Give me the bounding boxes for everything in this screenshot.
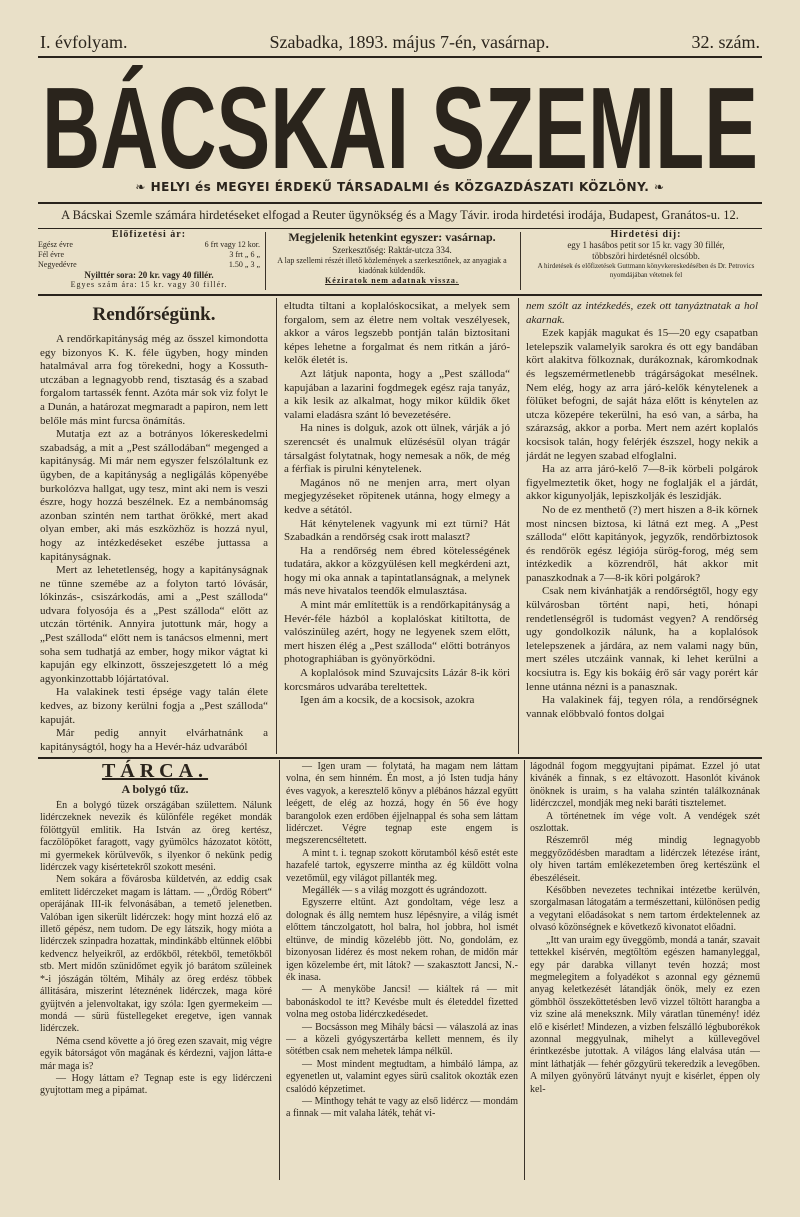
paragraph: Ha a rendőrség nem ébred kötelességének tudatára, akkor a közgyülésen kell megkérdeni azt, hogy mi oka annak a tapintatlanságnak, a melynek más neve hivatalos teendők elmulasztása. xyxy=(284,544,510,598)
subscription-row: Negyedévre 1.50 „ 3 „ xyxy=(38,260,260,269)
infobox-divider xyxy=(265,232,266,290)
paragraph: nem szólt az intézkedés, ezek ott tanyáztnatak a hol akarnak. xyxy=(526,300,758,326)
infobox-rule xyxy=(38,294,762,296)
subscription-row: Fél évre 3 frt „ 6 „ xyxy=(38,250,260,259)
feuilleton-column-3 xyxy=(530,761,760,1196)
article-column-1 xyxy=(40,333,268,755)
article-column-3 xyxy=(526,300,758,755)
paragraph: Hát kénytelenek vagyunk mi ezt türni? Hát Szabadkán a rendőrség csak irott malaszt? xyxy=(284,517,510,544)
correspondence-note: A lap szellemi részét illető közlemények a szerkesztőnek, az anyagiak a kiadónak küldendők. xyxy=(277,256,507,275)
ad-discount: többszöri hirdetésnél olcsóbb. xyxy=(592,251,700,261)
paragraph: A történetnek ím vége volt. A vendégek szét oszlottak. xyxy=(530,810,760,835)
ornament-left-icon: ❧ xyxy=(135,180,146,194)
article-column-2 xyxy=(284,300,510,755)
paragraph: A mint t. i. tegnap szokott körutamból késő estét este hazafelé tartok, egyszerre mintha az ég küldött volna vezetőmül, egy világot pillanték meg. xyxy=(286,847,518,884)
paragraph: „Itt van uraim egy üveggömb, mondá a tanár, szavait tettekkel kisérvén, megtöltöm egészen hamanyleggal, egy pár darabka villanyt tevén hozzá; most megmelegitem a folyadékot s azonnal egy géznemű anyag keletkezését látandják önök, mely ez ezen gömbhöl összeköttetésben levő vizzel töltött harangba a viz szine alá meneksznk. Mily váratlan tünemény! idéz elő e kisérlet! Mindezen, a vizben felszálló légbuborékok azonnal meggyulnak, mihelyt a küllevegővel érintkezésbe jutottak. A világos láng elalvása után — mint láthatják — fehér gőzgyűrü tekeredzik a levegőben. A milyen gyönyörű látványt nyujt e kisérlet, éppen oly kel- xyxy=(530,934,760,1095)
paragraph: A rendőrkapitányság még az ősszel kimondotta egy bizonyos K. K. féle ügyben, hogy minden hatalmával arra fog törekedni, hogy a Kossuth-utczában a legnagyobb rend, tisztaság és a szabad forgalom tartassék fennt. Azóta már sok viz folyt le a Dunán, a határozat megmaradt a papiron, nem lett belőle más mint furcsa önámítás. xyxy=(40,333,268,427)
dateline: Szabadka, 1893. május 7-én, vasárnap. xyxy=(269,31,550,52)
paragraph: No de ez menthető (?) mert hiszen a 8-ik körnek most nincsen biztosa, ki látná ezt meg. A „Pest szálloda“ előtt kapitányok, jegyzők, rendőrbiztosok és rendőrök egész légiója sürög-forog, még sem intézkedik a közrendről, hát akkor mit panaszkodnak a 7—8-ik köri polgárok? xyxy=(526,503,758,584)
paragraph: Nem sokára a fővárosba küldetvén, az eddig csak emlitett lidérczeket magam is láttam. — „Ördög Róbert“ operájának III-ik felvonásában, a temető jelenetben. Valóban igen sikerült lidérczek: hogy mint hozzá elő az illető gépész, nem tudom. De egy látszik, hogy mióta a lidérczek szinpadra hozattak, mindinkább eltünnek előbbi kedvencz helyeikről, az erdőkből, rétekből, temetőkből stb. Mert midőn szünidőmet egyik jó barátom szüleinek *-i jószágán töltém, Mihály az öreg erdész többek állitására, miszerint léteznének lidérczek, maga köré gyüjtvén a jelenvoltakat, igy szóla: Igen gyermekeim — mondá — sürü füstellegeket eregetve, igen vannak lidérczek. xyxy=(40,874,272,1035)
paragraph: Ha valakinek fáj, tegyen róla, a rendőrségnek vannak előbbvaló fontos dolgai xyxy=(526,694,758,720)
issue-number: 32. szám. xyxy=(691,31,760,52)
subtitle-rule xyxy=(38,202,762,204)
infobox-divider xyxy=(520,232,521,290)
adline-rule xyxy=(38,228,762,229)
masthead-title: BÁCSKAI SZEMLE xyxy=(42,63,758,178)
ornament-right-icon: ❧ xyxy=(654,180,665,194)
paragraph: A koplalósok mind Szuvajcsits Lázár 8-ik köri korcsmáros udvarába tereltettek. xyxy=(284,667,510,693)
paragraph: — Hogy láttam e? Tegnap este is egy lidérczeni gyujtottam meg a pipámat. xyxy=(40,1072,272,1097)
paragraph: — Minthogy tehát te vagy az első lidércz — mondám a finnak — mit valaha láték, tehát vi- xyxy=(286,1095,518,1120)
paragraph: — A menyköbe Jancsi! — kiáltek rá — mit babonáskodol te itt? Kevésbe mult és életeddel fizetted volna meg ostoba lidérczkedésedet. xyxy=(286,984,518,1021)
header-line xyxy=(40,30,760,54)
masthead-svg xyxy=(38,60,762,178)
subscription-heading: Előfizetési ár: xyxy=(111,230,187,240)
ad-rates-box xyxy=(530,230,762,292)
paragraph: Már pedig annyit elvárhatnánk a kapitányságtól, hogy ha a Hevér-ház udvarából xyxy=(40,727,268,753)
paragraph: Egyszerre eltűnt. Azt gondoltam, vége lesz a dolognak és állg nemtem husz lépésnyire, a világ ismét előttem tánczolgatott, hol balra, hol jobbra, hol ismét eltünve, de mindig közelébb jött. No, gondolám, ez bizonyosan lidérez és most nekem rohan, de midőn már igen közelembe ért, mit látok? — szakasztott Jancsi, N.-ék inasa. xyxy=(286,897,518,983)
ad-rates-heading: Hirdetési díj: xyxy=(610,230,682,240)
paragraph: Részemről még mindig legnagyobb meggyőződésben maradtam a lidérczek létezése iránt, oly hiven tartám emlékezetemben öreg kertészünk el ébeszéléseit. xyxy=(530,835,760,884)
ad-notice: A Bácskai Szemle számára hirdetéseket elfogad a Reuter ügynökség és a Magy Távir. iroda hirdetési irodája, Budapest, Granátos-u. 12. xyxy=(61,208,739,222)
ad-agents: A hirdetések és előfizetések Guttmann könyvkereskedésében és Dr. Petrovics nyomdájában vétetnek fel xyxy=(537,262,755,279)
paragraph: Igen ám a kocsik, de a kocsisok, azokra xyxy=(300,694,475,707)
manuscripts-note: Kéziratok nem adatnak vissza. xyxy=(325,276,459,285)
paragraph: A mint már említettük is a rendőrkapitányság a Hevér-féle házból a koplalóskat kitiltotta, de valószinüleg azért, hogy ne legyenek szem előtt, mert hiszen élég a „Pest szálloda“ előtti botrányos photographiában is gyönyörködni. xyxy=(284,599,510,666)
paragraph: Azt látjuk naponta, hogy a „Pest szálloda“ kapujában a lazarini fogdmegek egész raja tanyáz, a kik lesik az alkalmat, hogy mikor küldik őket valami eladásra szánt ló bevezetésére. xyxy=(284,367,510,421)
feuilleton-column-2 xyxy=(286,761,518,1196)
paragraph: Ezek kapják magukat és 15—20 egy csapatban letelepszik valamelyik sarokra és ott egy bandában kört alakitva fölkoznak, durákoznak, káromkodnak és legszemérmetlenebb trágárságokat mesélnek. Nem elég, hogy az arra járó-kelők kénytelenek a fölüket befogni, de saját háza előtt is kénytelen az utcza közepére tekerülni, ha esó van, a sárba, ha szárazság, akkor a porba. Mert nem azért koplalós kocsisok talán, hogy felérjék észszel, hogy nekik a járdát ne legyen szabad elfoglalni. xyxy=(526,327,758,462)
paragraph: eltudta tiltani a koplalóskocsikat, a melyek sem forgalom, sem az életre nem voltak veszélyesek, akkor a város legszebb pontján talán biztositani képes lehetne a forgalmat és nem ritkán a járó-kelők életét is. xyxy=(284,300,510,367)
article-title: Rendőrségünk. xyxy=(92,304,216,325)
single-copy-price: Egyes szám ára: 15 kr. vagy 30 fillér. xyxy=(70,280,228,289)
paragraph: Néma csend követte a jó öreg ezen szavait, mig végre egyik bátorságot vőn magának és kérdezni, vajjon látta-e már maga is? xyxy=(40,1035,272,1072)
paragraph: lágodnál fogom meggyujtani pipámat. Ezzel jó utat kivánék a finnak, s ez eltávozott. Hasonlót kivánok önöknek is uraim, s ha valaha szintén találkoznának lidérczczel, mondják meg neki baráti tisztelemet. xyxy=(530,761,760,810)
publication-box xyxy=(272,230,512,292)
paragraph: — Most mindent megtudtam, a himbáló lámpa, az egyenetlen ut, valamint egyes sürü csalitok okozták ezen csalódó képzetimet. xyxy=(286,1058,518,1095)
paragraph: Mutatja ezt az a botrányos lókereskedelmi szabadság, a mit a „Pest szállodában“ megenged a kapitányság. Mi már nem egyszer felszólaltunk ez ügyben, de a kapitányság a negligálás köpenyébe burkolózva hallgat, ugy tesz, mint aki nem is veszi észre, hogy hozzá beszélnek. Ez a nembánomság azonban szintén nem tarthat örökké, mert akad olyan ember, aki más eszközhöz is hozzá nyul, hogy az intézkedéseket eszébe juttassa a kapitányságnak. xyxy=(40,428,268,563)
paragraph: Én a bolygó tüzek országában születtem. Nálunk lidérczeknek nevezik és különféle regéket mondák fölöttgyül emlitik. Ha István az öreg kertész, faczölöpöket faragott, vagy gyümölcs házozatot kötött, mi gyermekek körülvevők, s ilyenkor ő nekünk pedig lidérczek vagy kisértetekről szokott meséni. xyxy=(40,800,272,874)
feuilleton-column-1 xyxy=(40,800,272,1196)
paragraph: Ha az arra járó-kelő 7—8-ik körbeli polgárok figyelmeztetik őket, hogy ne foglalják el a járdát, akkor kigunyolják, lepiszkolják és leszidják. xyxy=(526,463,758,503)
header-rule xyxy=(38,56,762,58)
publication-schedule: Megjelenik hetenkint egyszer: vasárnap. xyxy=(288,230,496,244)
column-divider xyxy=(524,760,525,1180)
column-divider xyxy=(276,298,277,754)
paragraph: Csak nem kivánhatják a rendőrségtől, hogy egy külvárosban történt napi, heti, hónapi rendetlenségről is tudomást vegyen? A rendőrség ugy gondolkozik nálunk, ha a koplalósok letelepszenek a járdára, az nem valami nagy bűn, mert széles utczáink vannak, ki lehet kerülni a kocsiutra is. Egy kis bokáig érő sár vagy porért kár lenne utánna nézni is a panasznak. xyxy=(526,585,758,693)
nyiltter-price: Nyilttér sora: 20 kr. vagy 40 fillér. xyxy=(84,270,214,280)
column-divider xyxy=(518,298,519,754)
feuilleton-label: TÁRCA. xyxy=(101,760,209,782)
volume-label: I. évfolyam. xyxy=(40,31,128,52)
paragraph: Későbben nevezetes technikai intézetbe kerülvén, szorgalmasan látogatám a természettani, különösen pedig a vegytani előadásokat s nem tartom érdektelennek az olvasó közönségnek e következő kivonatot előadni. xyxy=(530,885,760,934)
paragraph: Ha valakinek testi épsége vagy talán élete kedves, az bizony kerülni fogja a „Pest szálloda“ kapuját. xyxy=(40,686,268,726)
feuilleton-title: A bolygó tűz. xyxy=(121,782,189,796)
subscription-box xyxy=(38,230,260,292)
masthead-subtitle xyxy=(38,180,762,200)
feuilleton-rule xyxy=(38,757,762,759)
ad-rate: egy 1 hasábos petit sor 15 kr. vagy 30 fillér, xyxy=(567,240,725,250)
column-divider xyxy=(279,760,280,1180)
paragraph: Mert az lehetetlenség, hogy a kapitányságnak ne tűnne szemébe az a folyton tartó lóvásár, lókinzás-, csiszárkodás, ami a „Pest szálloda“ udvara folyosója és a „Pest szálloda“ előtt az utczán történik. Annyira jutottunk már, hogy a „Pest szálloda“ előtt nem is tanácsos elmenni, mert soha sem tudhatjá az ember, hogy mikor vágtat ki kapuján egy elkinzott, összejeszgetett ló a még agyonkinzottabb lójártatóval. xyxy=(40,564,268,685)
editorial-office: Szerkesztőség: Raktár-utcza 334. xyxy=(332,245,452,255)
subscription-row: Egész évre 6 frt vagy 12 kor. xyxy=(38,240,260,249)
paragraph: — Igen uram — folytatá, ha magam nem láttam volna, én sem hinném. Én most, a jó Isten tudja hány éves vagyok, a keresztelő könyv a plébános házzal együtt leégett, de elég az hozzá, hogy én 56 éve hogy barangolok ezen erdőben éjjelnappal és soha sem láttam lidérczet. Végre tegnap este engem is megszerencséltetett. xyxy=(286,761,518,847)
paragraph: Magános nő ne menjen arra, mert olyan megjegyzéseket röpitenek utánna, hogy elmegy a kedve a sétától. xyxy=(284,476,510,516)
paragraph: — Bocsásson meg Mihály bácsi — válaszolá az inas — a közeli gyógyszertárba kellett mennem, és ily sötétben csak nem mehetek lámpa nélkül. xyxy=(286,1021,518,1058)
paragraph: Ha nines is dolguk, azok ott ülnek, várják a jó szerencsét és unalmuk elüzésésül olyan trágár társalgást folytatnak, hogy nemesak a nők, de még a férfiak is pirulni kénytelenek. xyxy=(284,422,510,476)
paragraph: Megállék — s a világ mozgott és ugrándozott. xyxy=(302,885,487,897)
masthead xyxy=(38,60,762,178)
subtitle-text: HELYI és MEGYEI ÉRDEKŰ TÁRSADALMI és KÖZGAZDÁSZATI KÖZLÖNY. xyxy=(150,180,650,194)
